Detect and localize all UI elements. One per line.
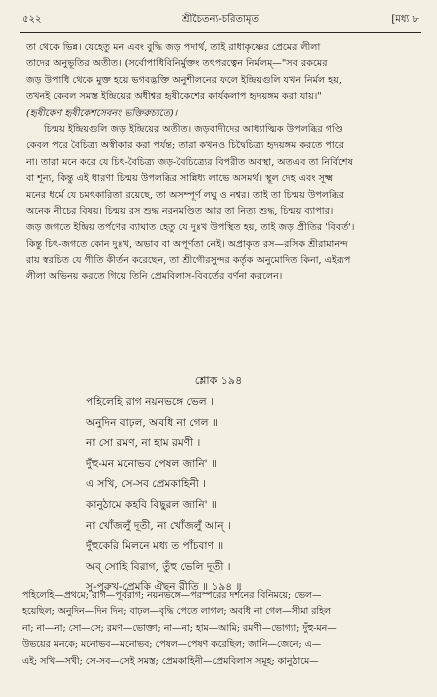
verse-line: পহিলেহি রাগ নয়নভঙ্গে ভেল । [86,396,214,408]
gloss-line: হয়েছিল; অনুদিন—দিন দিন; বাঢ়ল—বৃদ্ধি পেতে লাগল; অবধি না গেল—সীমা রহিল [22,606,331,618]
verse-line: অনুদিন বাঢ়ল, অবধি না গেল ॥ [86,416,218,429]
verse-heading: শ্লোক ১৯৪ [194,374,243,387]
body-line: তা থেকে ভিন্ন। যেহেতু মন এবং বুদ্ধি জড় পদার্থ, তাই রাধাকৃষ্ণের প্রেমের লীলা [26,42,321,53]
body-line: লীলা অভিনয় করতে গিয়ে তিনি প্রেমবিলাস-বিবর্তের বর্ণনা করলেন। [26,271,283,283]
body-line: অনেক নীচের বিষয়। চিন্ময় রস শুদ্ধ নরনমণ্ডিত আর তা নিত্য শুদ্ধ, চিন্ময় ব্যাপার। [26,205,334,217]
verse-block [86,392,406,598]
body-line: কিন্তু চিৎ-জগতে কোন দুঃখ, অভাব বা অপূর্ণতা নেই। অপ্রাকৃত রস—রসিক শ্রীরামানন্দ [26,238,348,250]
gloss-line: না; না—না; সো—সে; রমণ—ভোক্তা; না—না; হাম—আমি; রমণী—ভোগ্যা; দুঁহু-মন— [22,622,337,634]
body-line: না। তারা মনে করে যে চিৎ-বৈচিত্র্য জড়-বৈচিত্র্যের বিপরীত অবস্থা, অতএব তা নির্বিশেষ [26,156,353,168]
verse-line: না সো রমণ, না হাম রমণী । [86,437,201,450]
gloss-line: এই; সখি—সখী; সে-সব—সেই সমস্ত; প্রেমকাহিনী—প্রেমবিলাস সমূহ; কানুঠামে— [22,655,319,667]
verse-line: এ সখি, সে-সব প্রেমকাহিনী । [86,478,206,491]
running-title: শ্রীচৈতন্য-চরিতামৃত [182,14,259,25]
purport-text [26,40,416,286]
verse-line: সু-পুরুখ-প্রেমকি ঐছন রীতি ॥ ১৯৪ ॥ [86,581,242,594]
body-line: জড় জগতে ইন্দ্রিয় তর্পণের ব্যাঘাত হেতু যে দুঃখ উপস্থিত হয়, তাই জড় প্রীতির 'বিবর্ত'। [26,222,355,234]
verse-line: দুঁহু-মন মনোভব পেষল জানি' ॥ [86,457,217,470]
verse-line: না খোঁজলুঁ দূতী, না খোঁজলুঁ আন্‌ । [86,519,231,532]
body-line: রায় স্বরচিত যে গীতি কীর্তন করেছেন, তা শ্রীগৌরসুন্দর কর্তৃক অনুমোদিত কিনা, এইরূপ [26,255,351,267]
body-line: তখনই কেবল সমস্ত ইন্দ্রিয়ের অধীশ্বর হৃষীকেশের কার্যকলাপ হৃদয়ঙ্গম করা যায়।" [26,91,322,103]
body-line: জড় উপাধি থেকে মুক্ত হয়ে ভগবদ্ভক্তি অনুশীলনের ফলে ইন্দ্রিয়গুলি যখন নির্মল হয়, [26,74,342,86]
verse-line: অব্‌ সোহি বিরাগ, তুঁহু ভেলি দূতী । [86,560,231,573]
gloss-line: উভয়ের মনকে; মনোভব—মনোভব; পেষল—পেষণ করেছিল; জানি—জেনে; এ— [22,639,322,651]
body-line: বা শূন্য, কিন্তু এই ধারণা চিন্ময় উপলব্ধির সান্নিধ্য লাভে অসমর্থ। স্থূল দেহ এবং সূক্ষ্ম [26,173,334,185]
gloss-line: পহিলেহি—প্রথমে; রাগ—পূর্বরাগ; নয়নভঙ্গে—পরস্পরের দর্শনের বিনিময়ে; ভেল— [22,590,322,601]
body-line: তাদের অনুভূতির অতীত। (সর্বোপাধিবিনির্মুক্তং তৎপরত্বেন নির্মলম্‌—"সব রকমের [26,58,328,70]
body-line: চিন্ময় ইন্দ্রিয়গুলি জড় ইন্দ্রিয়ের অতীত। জড়বাদীদের আধ্যাত্মিক উপলব্ধির গণ্ডি [44,123,343,135]
verse-line: দুঁহুকেরি মিলনে মধ্য ত পাঁচবাণ ॥ [86,540,224,553]
header-rule [20,32,421,33]
section-label: [মধ্য ৮ [391,14,419,25]
verse-line: কানুঠামে কহবি বিছুরল জানি' ॥ [86,498,217,511]
body-line: (হৃষীকেণ হৃষীকেশসেবনং ভক্তিরুচ্যতে)। [26,107,178,119]
page-number: ৫২২ [22,14,42,25]
page-header [22,12,419,28]
body-line: কেবল পরে বৈচিত্র্য অস্বীকার করা পর্যন্ত; তারা কখনও চিদ্বৈচিত্র্য হৃদয়ঙ্গম করতে পারে [26,140,344,152]
word-for-word-gloss [22,588,418,670]
body-line: মনের ধর্মে যে চমৎকারিতা রয়েছে, তা অসম্পূর্ণ লঘু ও নশ্বর। তাই তা চিন্ময় উপলব্ধির [26,189,344,201]
